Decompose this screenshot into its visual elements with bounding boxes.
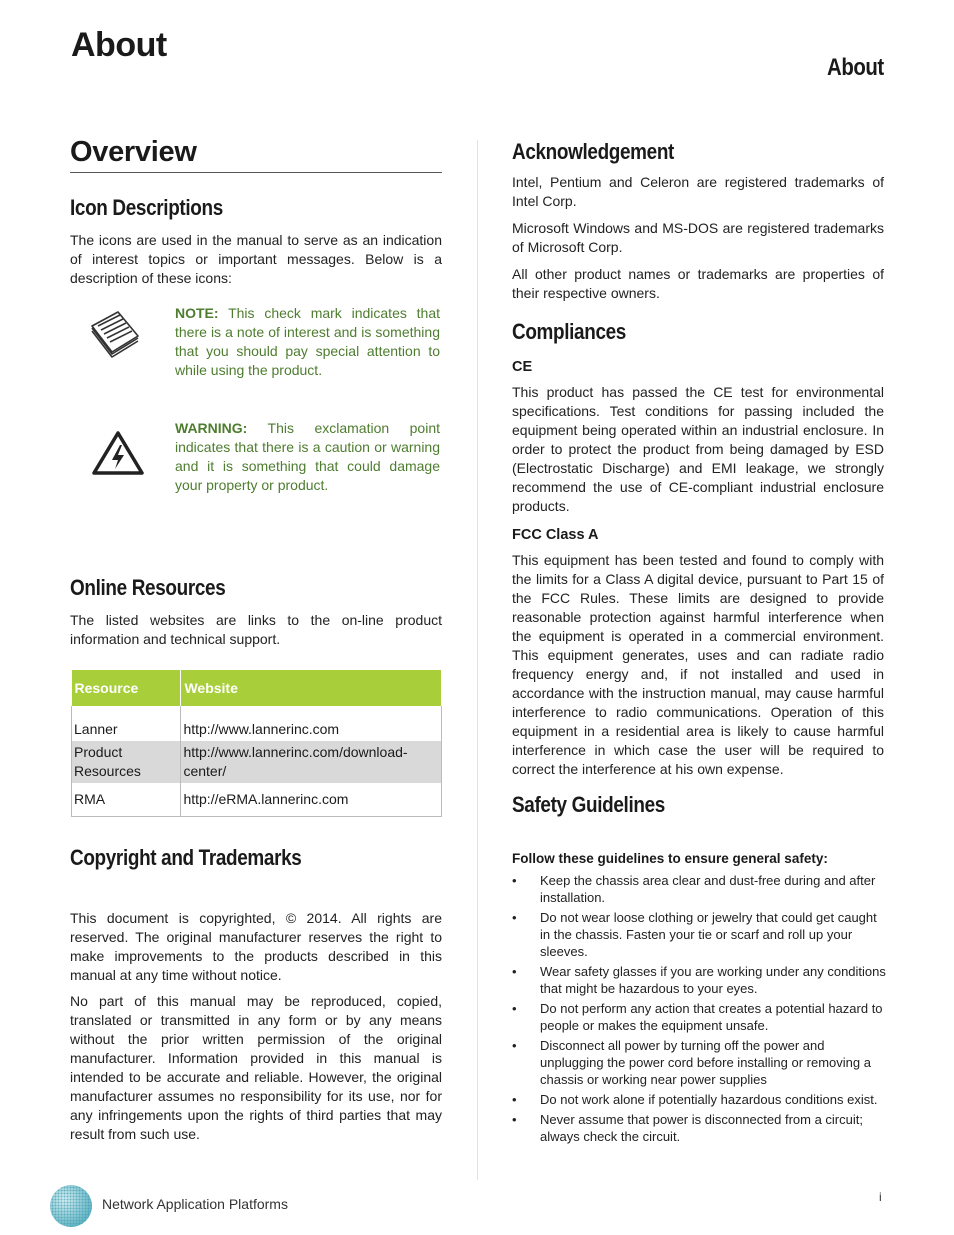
table-header-website: Website bbox=[181, 670, 442, 706]
list-item: • Never assume that power is disconnected from a circuit; always check the circuit. bbox=[512, 1112, 863, 1144]
icon-descriptions-heading: Icon Descriptions bbox=[70, 195, 223, 220]
note-text: This check mark indicates that there is a note of interest and is something that you should pay special attention to while using the product. bbox=[175, 305, 440, 378]
copyright-paragraph-2: No part of this manual may be reproduced, copied, translated or transmitted in any form or by any means without the prior written permission of the original manufacturer. Information provided in this manual is intended to be accurate and reliable. However, the original manufacturer assumes no responsibility for its use, nor for any infringements upon the rights of third parties that may result from such use. bbox=[70, 993, 442, 1142]
list-item: • Keep the chassis area clear and dust-free during and after installation. bbox=[512, 873, 876, 905]
acknowledgement-paragraph-3: All other product names or trademarks are properties of their respective owners. bbox=[512, 266, 884, 301]
overview-rule bbox=[70, 172, 442, 173]
table-row bbox=[72, 783, 442, 817]
table-header-row bbox=[72, 670, 442, 706]
resources-table bbox=[71, 670, 442, 817]
page-header-title: About bbox=[71, 26, 167, 64]
table-row bbox=[72, 718, 442, 741]
fcc-paragraph: This equipment has been tested and found to comply with the limits for a Class A digital device, pursuant to Part 15 of the FCC Rules. These limits are designed to provide reasonable protection against harmful interference when the equipment is operated in a commercial environment. This equipment generates, uses and can radiate radio frequency energy and, if not installed and used in accordance with the instruction manual, may cause harmful interference to radio communications. Operation of this equipment in a residential area is likely to cause harmful interference in which case the user will be required to correct the interference at his own expense. bbox=[512, 552, 884, 777]
note-icon bbox=[88, 306, 142, 365]
list-item: • Wear safety glasses if you are working under any conditions that might be hazardous to your eyes. bbox=[512, 964, 886, 996]
table-cell: RMA bbox=[72, 783, 181, 817]
acknowledgement-paragraph-1: Intel, Pentium and Celeron are registered trademarks of Intel Corp. bbox=[512, 174, 884, 209]
page-number: i bbox=[879, 1190, 882, 1204]
warning-description bbox=[175, 419, 440, 495]
copyright-heading: Copyright and Trademarks bbox=[70, 845, 302, 870]
note-description bbox=[175, 304, 440, 380]
table-header-resource: Resource bbox=[72, 670, 181, 706]
list-item: • Do not work alone if potentially hazardous conditions exist. bbox=[512, 1092, 878, 1107]
list-item: • Do not perform any action that creates a potential hazard to people or makes the equipment unsafe. bbox=[512, 1001, 883, 1033]
table-cell: Lanner bbox=[72, 718, 181, 741]
bullet: • bbox=[512, 1038, 517, 1053]
list-item: • Disconnect all power by turning off the power and unplugging the power cord before installing or removing a chassis or working near power supplies bbox=[512, 1038, 871, 1087]
online-resources-intro: The listed websites are links to the on-line product information and technical support. bbox=[70, 612, 442, 647]
bullet: • bbox=[512, 1112, 517, 1127]
running-header: About bbox=[827, 54, 884, 81]
acknowledgement-paragraph-2: Microsoft Windows and MS-DOS are registered trademarks of Microsoft Corp. bbox=[512, 220, 884, 255]
note-label: NOTE: bbox=[175, 305, 219, 321]
table-cell-link[interactable]: http://www.lannerinc.com bbox=[181, 718, 442, 741]
table-row bbox=[72, 741, 442, 783]
safety-list bbox=[512, 872, 887, 1148]
list-item: • Do not wear loose clothing or jewelry that could get caught in the chassis. Fasten your tie or scarf and roll up your sleeves. bbox=[512, 910, 877, 959]
icon-descriptions-intro: The icons are used in the manual to serve as an indication of interest topics or important messages. Below is a description of these icons: bbox=[70, 232, 442, 286]
ce-paragraph: This product has passed the CE test for environmental specifications. Test conditions for passing included the equipment being operated within an industrial enclosure. In order to protect the product from being damaged by ESD (Electrostatic Discharge) and EMI leakage, we strongly recommend the use of CE-compliant industrial enclosure products. bbox=[512, 384, 884, 514]
bullet: • bbox=[512, 910, 517, 925]
safety-heading: Safety Guidelines bbox=[512, 792, 665, 817]
table-cell: Product Resources bbox=[72, 741, 181, 783]
warning-text: This exclamation point indicates that there is a caution or warning and it is something that could damage your property or product. bbox=[175, 420, 440, 493]
online-resources-heading: Online Resources bbox=[70, 575, 226, 600]
compliances-heading: Compliances bbox=[512, 319, 626, 344]
acknowledgement-heading: Acknowledgement bbox=[512, 139, 675, 164]
column-divider bbox=[477, 140, 478, 1180]
ce-heading: CE bbox=[512, 359, 533, 375]
overview-title: Overview bbox=[70, 136, 197, 168]
globe-logo-icon bbox=[48, 1183, 94, 1229]
table-cell-link[interactable]: http://www.lannerinc.com/download-center/ bbox=[181, 741, 442, 783]
warning-icon bbox=[91, 430, 145, 481]
warning-label: WARNING: bbox=[175, 420, 248, 436]
bullet: • bbox=[512, 873, 517, 888]
footer-text: Network Application Platforms bbox=[102, 1196, 288, 1212]
safety-lead: Follow these guidelines to ensure general safety: bbox=[512, 851, 828, 866]
bullet: • bbox=[512, 1092, 517, 1107]
copyright-paragraph-1: This document is copyrighted, © 2014. All rights are reserved. The original manufacturer reserves the right to make improvements to the products described in this manual at any time without notice. bbox=[70, 910, 442, 983]
table-cell-link[interactable]: http://eRMA.lannerinc.com bbox=[181, 783, 442, 817]
bullet: • bbox=[512, 964, 517, 979]
bullet: • bbox=[512, 1001, 517, 1016]
fcc-heading: FCC Class A bbox=[512, 527, 599, 543]
